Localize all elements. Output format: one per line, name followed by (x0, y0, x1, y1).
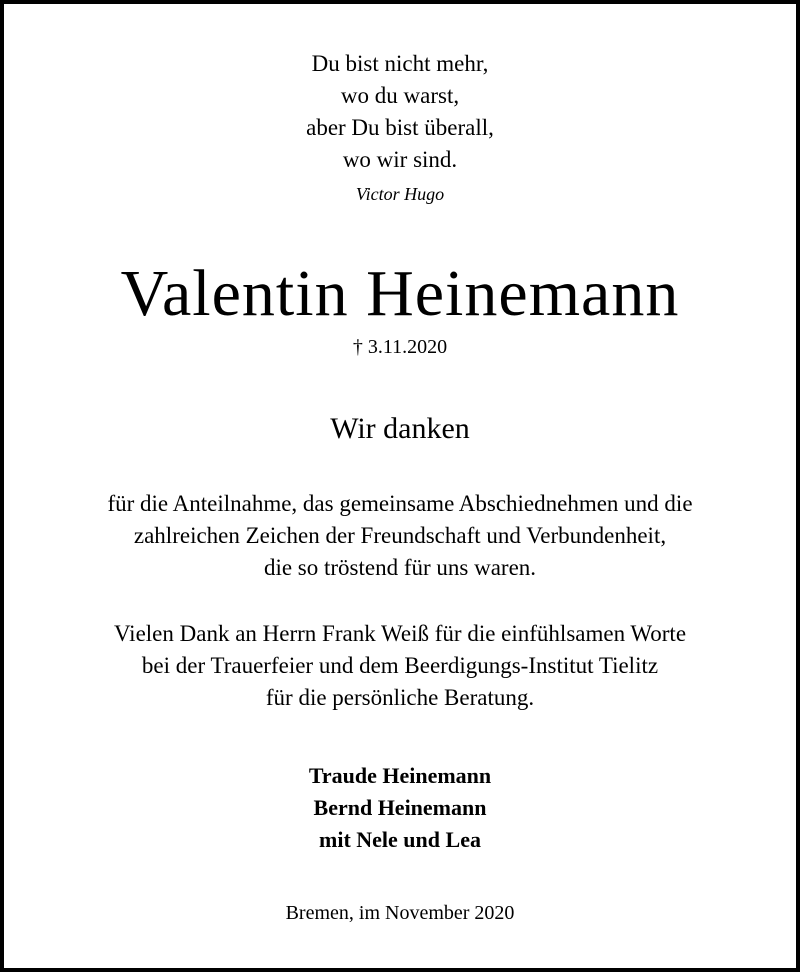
poem-line: wo wir sind. (342, 147, 458, 172)
thanks-paragraph-line: für die persönliche Beratung. (265, 685, 535, 710)
signatory: mit Nele und Lea (319, 827, 481, 852)
thanks-paragraph-line: für die Anteilnahme, das gemeinsame Abschiednehmen und die (107, 491, 693, 516)
thanks-paragraph-line: bei der Trauerfeier und dem Beerdigungs-Institut Tielitz (141, 653, 659, 678)
death-date: † 3.11.2020 (352, 336, 448, 358)
thanks-paragraph-line: Vielen Dank an Herrn Frank Weiß für die einfühlsamen Worte (113, 621, 687, 646)
deceased-name: Valentin Heinemann (120, 257, 680, 330)
poem-line: aber Du bist überall, (306, 115, 494, 140)
poem-author: Victor Hugo (355, 184, 445, 204)
thanks-paragraph-line: die so tröstend für uns waren. (263, 555, 537, 580)
place-date: Bremen, im November 2020 (285, 902, 515, 924)
signatory: Traude Heinemann (308, 763, 492, 788)
thanks-heading: Wir danken (330, 412, 470, 445)
poem-line: wo du warst, (340, 83, 460, 108)
thanks-paragraph-line: zahlreichen Zeichen der Freundschaft und Verbundenheit, (133, 523, 667, 548)
signatory: Bernd Heinemann (313, 795, 487, 820)
poem-line: Du bist nicht mehr, (311, 51, 489, 76)
